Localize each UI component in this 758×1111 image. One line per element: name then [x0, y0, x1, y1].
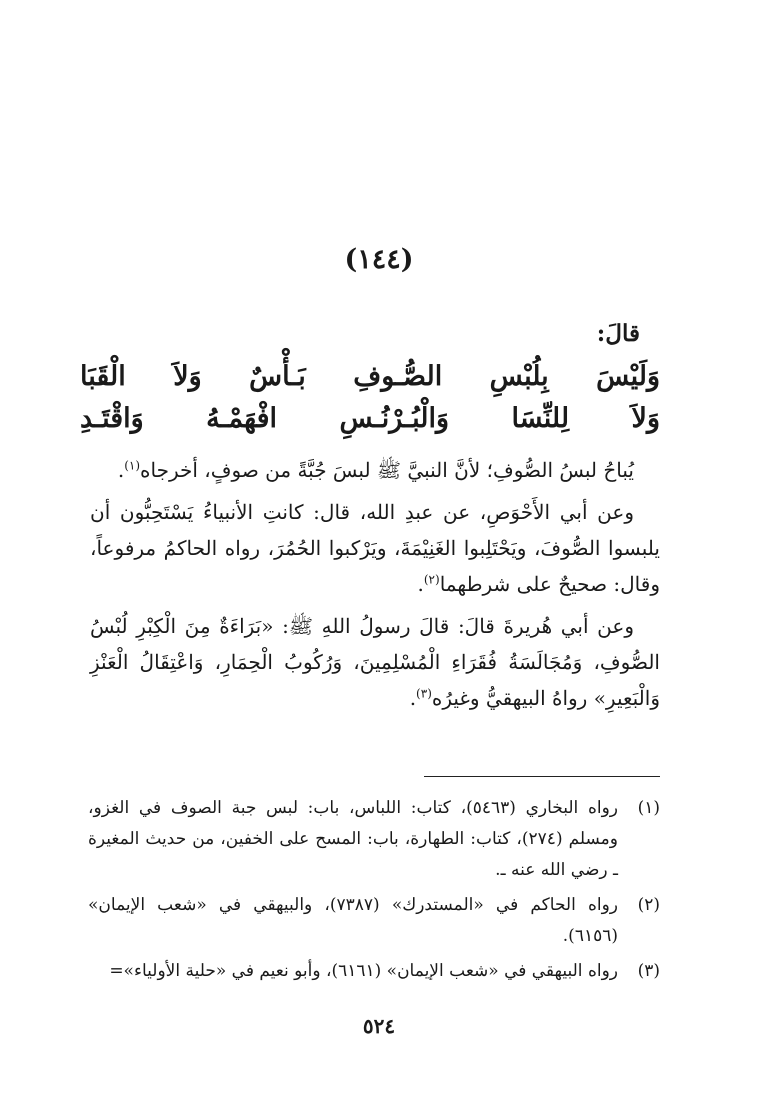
page-number: ٥٢٤: [362, 1014, 396, 1038]
verse-line-2: وَلاَ لِلنِّسَا وَالْبُـرْنُـسِ افْهَمْـهُ وَاقْتَـدِ: [80, 403, 660, 434]
section-number: (١٤٤): [344, 244, 414, 275]
paragraph-3: [90, 608, 660, 716]
footnote-text: رواه البخاري (٥٤٦٣)، كتاب: اللباس، باب: لبس جبة الصوف في الغزو، ومسلم (٢٧٤)، كتاب: الطهارة، باب: المسح على الخفين، من حديث المغيرة ـ رضي الله عنه ـ.: [88, 798, 618, 880]
footnote-2: [88, 890, 660, 952]
footnote-ref: (١): [124, 458, 141, 473]
paragraph-1: [90, 452, 660, 488]
footnote-ref: (٣): [416, 686, 432, 701]
footnote-ref: (٢): [423, 572, 440, 587]
intro-label: قالَ:: [596, 320, 640, 347]
paragraph-text: وعن أبي الأَحْوَصِ، عن عبدِ الله، قال: كانتِ الأنبياءُ يَسْتَحِبُّون أن يلبسوا الصُّوفَ، ويَحْتَلِبوا الغَنِيْمَةَ، ويَرْكبوا الحُمُرَ، رواه الحاكمُ مرفوعاً، وقال: صحيحٌ على شرطهما: [90, 500, 660, 596]
paragraph-2: [90, 494, 660, 602]
footnote-text: رواه البيهقي في «شعب الإيمان» (٦١٦١)، وأبو نعيم في «حلية الأولياء»=: [109, 961, 618, 981]
footnote-text: رواه الحاكم في «المستدرك» (٧٣٨٧)، والبيهقي في «شعب الإيمان» (٦١٥٦).: [88, 895, 618, 946]
paragraph-tail: .: [117, 458, 125, 482]
paragraph-text: وعن أبي هُريرةَ قالَ: قالَ رسولُ اللهِ ﷺ: «بَرَاءَةٌ مِنَ الْكِبْرِ لُبْسُ الصُّوفِ، وَمُجَالَسَةُ فُقَرَاءِ الْمُسْلِمِينَ، وَرُكُوبُ الْحِمَارِ، وَاعْتِقَالُ الْعَنْزِ وَالْبَعِيرِ» رواهُ البيهقيُّ وغيرُه: [90, 614, 660, 710]
footnote-number: (٣): [637, 961, 660, 981]
footnote-number: (١): [637, 798, 660, 818]
verse-line-1: وَلَيْسَ بِلُبْسِ الصُّـوفِ بَـأْسٌ وَلاَ الْقَبَا: [80, 361, 660, 392]
paragraph-text: يُباحُ لبسُ الصُّوفِ؛ لأنَّ النبيَّ ﷺ لبسَ جُبَّةً من صوفٍ، أخرجاه: [140, 458, 634, 482]
footnote-divider: [424, 776, 660, 777]
paragraph-tail: .: [417, 572, 424, 596]
footnote-1: [88, 793, 660, 886]
footnote-number: (٢): [637, 895, 660, 915]
footnote-3: [88, 956, 660, 987]
paragraph-tail: .: [409, 686, 417, 710]
footnotes: [88, 793, 660, 991]
commentary-body: [90, 452, 660, 722]
